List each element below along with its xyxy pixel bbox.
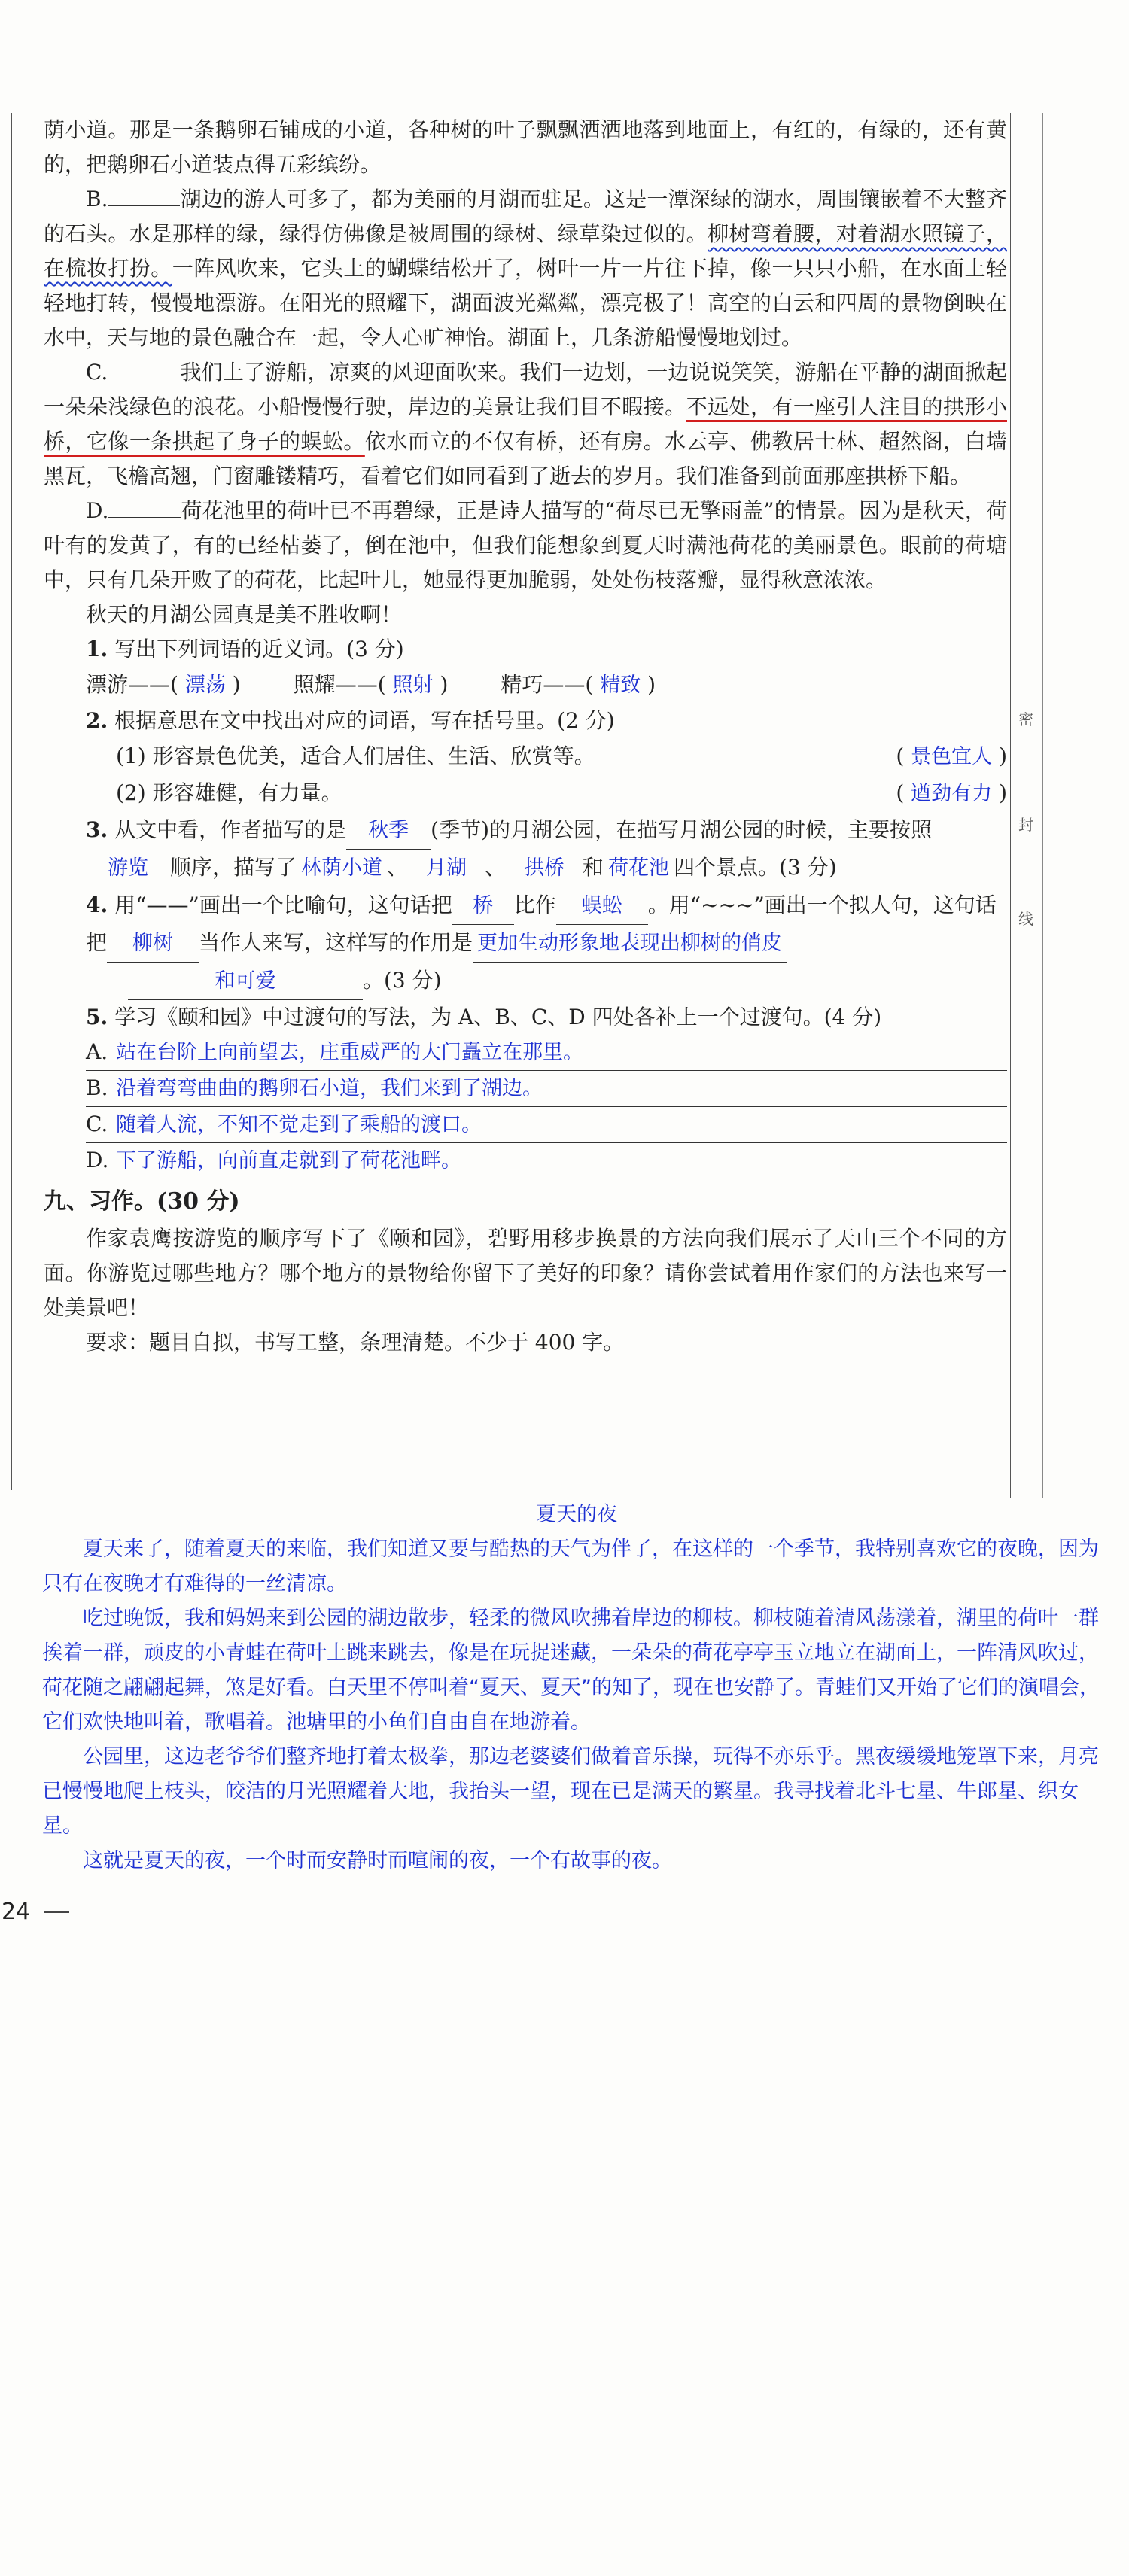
text-c-b: 依水而立的不仅有桥，还有房。水云亭、佛教居士林、超然阁，白墙黑瓦，飞檐高翘，门窗雕镂精巧，看着它们如同看到了逝去的岁月。我们准备到前面那座拱桥下船。 [44, 429, 1007, 488]
passage-paragraph-b [44, 182, 1007, 355]
q4-answer-4[interactable]: 更加生动形象地表现出柳树的俏皮 [473, 926, 787, 963]
q2-text: 根据意思在文中找出对应的词语，写在括号里。(2 分) [114, 708, 615, 733]
q1-number: 1. [86, 637, 108, 661]
q2-answer-wrap [896, 738, 1007, 775]
q2-paren: ) [999, 744, 1007, 768]
q4-text: 当作人来写，这样写的作用是 [199, 930, 473, 955]
q1-text: 写出下列词语的近义词。(3 分) [114, 637, 404, 661]
q5-label: B. [86, 1075, 108, 1100]
q3-sep: 、 [387, 855, 409, 880]
q3-answer-spot-2[interactable]: 月湖 [408, 850, 485, 887]
margin-char-feng: 封 [1018, 816, 1033, 834]
q2-answer[interactable]: 景色宜人 [911, 745, 993, 768]
margin-char-xian: 线 [1018, 910, 1033, 928]
left-binding-line [11, 113, 12, 1490]
q5-label: D. [86, 1148, 109, 1172]
label-c: C. [86, 360, 108, 385]
q3-answer-order[interactable]: 游览 [86, 850, 170, 887]
q5-answer[interactable]: 随着人流，不知不觉走到了乘船的渡口。 [116, 1113, 482, 1136]
q5-line-b [86, 1071, 1007, 1107]
blank-b [108, 187, 180, 206]
q5-label: C. [86, 1112, 108, 1136]
label-b: B. [86, 187, 108, 211]
q2-number: 2. [86, 708, 108, 733]
q1-paren: ) [232, 672, 241, 697]
q5-line-c [86, 1107, 1007, 1143]
essay-paragraph: 吃过晚饭，我和妈妈来到公园的湖边散步，轻柔的微风吹拂着岸边的柳枝。柳枝随着清风荡漾着，湖里的荷叶一群挨着一群，顽皮的小青蛙在荷叶上跳来跳去，像是在玩捉迷藏，一朵朵的荷花亭亭玉立地立在湖面上，一阵清风吹过，荷花随之翩翩起舞，煞是好看。白天里不停叫着“夏天、夏天”的知了，现在也安静了。青蛙们又开始了它们的演唱会，它们欢快地叫着，歌唱着。池塘里的小鱼们自由自在地游着。 [42, 1607, 1100, 1734]
essay-paragraph: 这就是夏天的夜，一个时而安静时而喧闹的夜，一个有故事的夜。 [83, 1849, 672, 1872]
q3-sep: 、 [485, 855, 507, 880]
q2-row-1 [44, 738, 1007, 775]
q4-text: 。(3 分) [363, 968, 442, 993]
essay-title: 夏天的夜 [536, 1503, 617, 1526]
q3-text: 和 [583, 855, 604, 880]
page-number-dash [44, 1911, 69, 1913]
question-3 [44, 812, 1007, 887]
q1-item-2 [294, 667, 449, 704]
q1-paren: ) [647, 672, 656, 697]
seal-margin [1010, 113, 1043, 1498]
q1-word: 照耀——( [293, 672, 386, 697]
question-5 [44, 1000, 1007, 1035]
q4-answer-3[interactable]: 柳树 [107, 926, 199, 963]
passage-ending: 秋天的月湖公园真是美不胜收啊！ [86, 602, 403, 627]
q4-answer-1[interactable]: 桥 [452, 888, 514, 925]
q1-word: 精巧——( [501, 672, 594, 697]
q2-answer[interactable]: 遒劲有力 [911, 782, 993, 805]
q3-answer-season[interactable]: 秋季 [346, 813, 431, 850]
q5-line-d [86, 1143, 1007, 1179]
q4-answer-2[interactable]: 蜈蚣 [556, 888, 648, 925]
q4-number: 4. [86, 893, 108, 917]
q1-item-1 [86, 667, 241, 704]
q1-word: 漂游——( [86, 672, 178, 697]
question-1 [44, 632, 1007, 667]
question-4 [44, 887, 1007, 1000]
q5-answer[interactable]: 站在台阶上向前望去，庄重威严的大门矗立在那里。 [116, 1041, 583, 1064]
text-b-b: 一阵风吹来，它头上的蝴蝶结松开了，树叶一片一片往下掉，像一只只小船，在水面上轻轻地打转，慢慢地漂游。在阳光的照耀下，湖面波光粼粼，漂亮极了！高空的白云和四周的景物倒映在水中，天与地的景色融合在一起，令人心旷神怡。湖面上，几条游船慢慢地划过。 [44, 256, 1007, 350]
text-b-a: 湖边的游人可多了，都为美丽的月湖而驻足。这是一潭深绿的湖水，周围镶嵌着不大整齐的石头。水是那样的绿，绿得仿佛像是被周围的绿树、绿草染过似的。 [44, 187, 1007, 246]
q3-text: 四个景点。(3 分) [674, 855, 837, 880]
blank-d [108, 499, 181, 518]
section-9-prompt: 作家袁鹰按游览的顺序写下了《颐和园》，碧野用移步换景的方法向我们展示了天山三个不同的方面。你游览过哪些地方？哪个地方的景物给你留下了美好的印象？请你尝试着用作家们的方法也来写一处美景吧！ [44, 1226, 1007, 1320]
text-d-a: 荷花池里的荷叶已不再碧绿，正是诗人描写的“荷尽已无擎雨盖”的情景。因为是秋天，荷叶有的发黄了，有的已经枯萎了，倒在池中，但我们能想象到夏天时满池荷花的美丽景色。眼前的荷塘中，只有几朵开败了的荷花，比起叶儿，她显得更加脆弱，处处伤枝落瓣，显得秋意浓浓。 [44, 498, 1007, 592]
label-d: D. [86, 498, 109, 523]
q4-text: 用“——”画出一个比喻句，这句话把 [114, 893, 452, 917]
q2-paren: ( [896, 744, 905, 768]
q4-text: 比作 [513, 893, 556, 917]
q3-text: 顺序，描写了 [170, 855, 297, 880]
q3-text: 从文中看，作者描写的是 [114, 817, 347, 842]
passage-paragraph-d [44, 494, 1007, 598]
essay-paragraph: 夏天来了，随着夏天的来临，我们知道又要与酷热的天气为伴了，在这样的一个季节，我特别喜欢它的夜晚，因为只有在夜晚才有难得的一丝清凉。 [42, 1537, 1099, 1595]
q5-answer[interactable]: 沿着弯弯曲曲的鹅卵石小道，我们来到了湖边。 [116, 1077, 543, 1100]
q3-answer-spot-3[interactable]: 拱桥 [506, 850, 583, 887]
q5-number: 5. [86, 1005, 108, 1029]
q1-answers [44, 667, 1007, 704]
q5-answer[interactable]: 下了游船，向前直走就到了荷花池畔。 [116, 1149, 461, 1172]
text-c-a: 我们上了游船，凉爽的风迎面吹来。我们一边划，一边说说笑笑，游船在平静的湖面掀起一朵朵浅绿色的浪花。小船慢慢行驶，岸边的美景让我们目不暇接。 [44, 360, 1007, 419]
essay-paragraph: 公园里，这边老爷爷们整齐地打着太极拳，那边老婆婆们做着音乐操，玩得不亦乐乎。黑夜缓缓地笼罩下来，月亮已慢慢地爬上枝头，皎洁的月光照耀着大地，我抬头一望，现在已是满天的繁星。我寻找着北斗七星、牛郎星、织女星。 [42, 1745, 1099, 1838]
q1-paren: ) [440, 672, 449, 697]
q3-text: (季节)的月湖公园，在描写月湖公园的时候，主要按照 [431, 817, 933, 842]
essay-answer [42, 1498, 1111, 1878]
wavy-underline-sentence: 柳树弯着腰，对着湖水照镜子，在梳妆打扮。 [44, 221, 1007, 281]
margin-char-mi: 密 [1018, 710, 1033, 728]
q2-meaning: (1) 形容景色优美，适合人们居住、生活、欣赏等。 [116, 744, 595, 768]
q4-text: 。用“~~~”画出一个拟人句，这句话把 [86, 893, 997, 955]
q2-answer-wrap [896, 775, 1007, 812]
q1-answer[interactable]: 精致 [600, 674, 641, 697]
q2-paren: ( [896, 780, 905, 805]
blank-c [108, 360, 180, 379]
q1-item-3 [501, 667, 656, 704]
red-underline-sentence: 不远处，有一座引人注目的拱形小桥，它像一条拱起了身子的蜈蚣。 [44, 394, 1007, 454]
q5-line-a [86, 1035, 1007, 1071]
q3-number: 3. [86, 817, 108, 842]
q4-answer-4b[interactable]: 和可爱 [128, 963, 363, 1000]
main-content [44, 113, 1007, 1360]
q2-row-2 [44, 775, 1007, 812]
q3-answer-spot-1[interactable]: 林荫小道 [297, 850, 387, 887]
q5-label: A. [86, 1039, 108, 1064]
q2-meaning: (2) 形容雄健，有力量。 [116, 780, 342, 805]
q3-answer-spot-4[interactable]: 荷花池 [604, 850, 674, 887]
passage-paragraph-c [44, 355, 1007, 494]
q1-answer[interactable]: 漂荡 [184, 674, 226, 697]
passage-paragraph-0: 荫小道。那是一条鹅卵石铺成的小道，各种树的叶子飘飘洒洒地落到地面上，有红的，有绿的，还有黄的，把鹅卵石小道装点得五彩缤纷。 [44, 117, 1007, 177]
q1-answer[interactable]: 照射 [392, 674, 434, 697]
q5-text: 学习《颐和园》中过渡句的写法，为 A、B、C、D 四处各补上一个过渡句。(4 分) [114, 1005, 882, 1029]
page-number: 24 [2, 1899, 31, 1925]
question-2 [44, 704, 1007, 738]
q2-paren: ) [999, 780, 1007, 805]
section-9-title: 九、习作。(30 分) [44, 1188, 240, 1215]
section-9-requirement: 要求：题目自拟，书写工整，条理清楚。不少于 400 字。 [86, 1330, 625, 1355]
